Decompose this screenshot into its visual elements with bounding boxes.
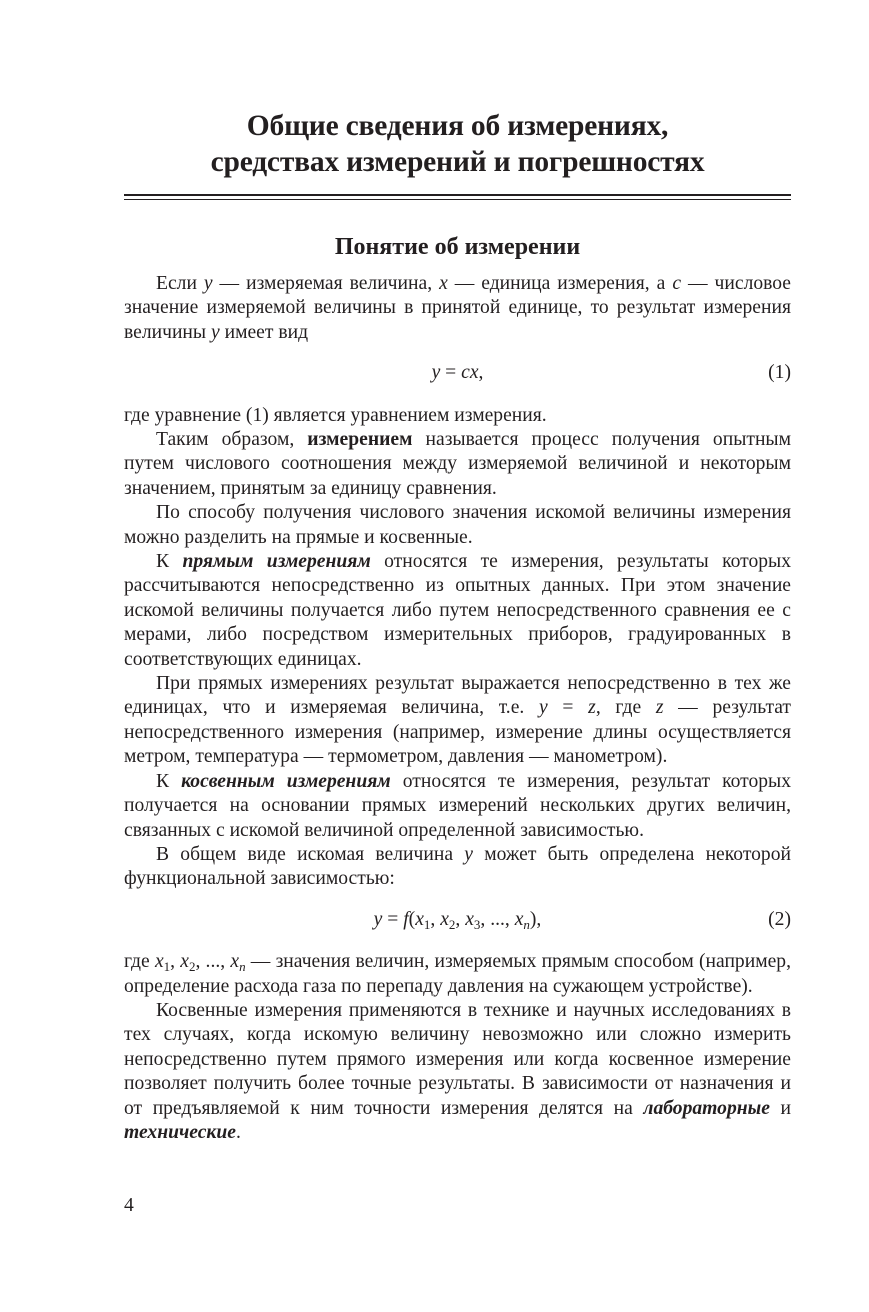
equation-1	[124, 361, 791, 385]
paragraph-2: где уравнение (1) является уравнением измерения.	[124, 404, 547, 426]
equation-2	[124, 908, 791, 932]
term-laboratory: лабораторные	[643, 1097, 770, 1119]
term-technical: технические	[124, 1121, 236, 1143]
paragraph-10: Косвенные измерения применяются в технике и научных исследованиях в тех случаях, когда искомую величину невозможно или сложно измерить непосредственно путем прямого измерения или когда косвенное измерение позволяет получить более точные результаты. В зависимости от назначения и от предъявляемой к ним точности измерения делятся на лабораторные и технические.	[124, 999, 792, 1143]
term-measurement: измерением	[307, 429, 413, 451]
paragraph-5: К прямым измерениям относятся те измерения, результаты которых рассчитываются непосредственно из опытных данных. При этом значение искомой величины получается либо путем непосредственного сравнения ее с мерами, либо посредством измерительных приборов, градуированных в соответствующих единицах.	[124, 551, 792, 670]
equation-2-number: (2)	[768, 908, 791, 930]
paragraph-1: Если y — измеряемая величина, x — единица измерения, а c — числовое значение измеряемой величины в принятой единице, то результат измерения величины y имеет вид	[124, 273, 792, 343]
title-rule-thick	[124, 194, 791, 196]
paragraph-7: К косвенным измерениям относятся те измерения, результат которых получается на основании прямых измерений нескольких других величин, связанных с искомой величиной определенной зависимостью.	[124, 770, 792, 841]
chapter-title-line1: Общие сведения об измерениях,	[246, 110, 669, 142]
term-direct-measurements: прямым измерениям	[182, 551, 371, 573]
paragraph-6: При прямых измерениях результат выражается непосредственно в тех же единицах, что и измеряемая величина, т.е. y = z, где z — результат непосредственного измерения (например, измерение длины осуществляется метром, температура — термометром, давления — манометром).	[124, 673, 791, 768]
paragraph-3: Таким образом, измерением называется процесс получения опытным путем числового соотношения между измеряемой величиной и некоторым значением, принятым за единицу сравнения.	[124, 429, 791, 499]
page-number: 4	[124, 1195, 134, 1216]
paragraph-8: В общем виде искомая величина y может быть определена некоторой функциональной зависимостью:	[124, 843, 791, 890]
section-title: Понятие об измерении	[334, 234, 581, 260]
chapter-title-line2: средствах измерений и погрешностях	[210, 146, 705, 178]
term-indirect-measurements: косвенным измерениям	[181, 770, 391, 792]
equation-1-number: (1)	[768, 362, 791, 384]
title-rule-thin	[124, 199, 791, 200]
paragraph-4: По способу получения числового значения искомой величины измерения можно разделить на прямые и косвенные.	[124, 502, 791, 548]
paragraph-9: где $x_1$, $x_2$, ..., $x_n$ — значения величин, измеряемых прямым способом (например, определение расхода газа по перепаду давления на сужающем устройстве).	[124, 951, 792, 997]
equation-1-body: y = cx,	[431, 362, 484, 384]
page-content	[124, 108, 791, 1145]
equation-2-body: $y = f(x_1$, $x_2$, $x_3$, ..., $x_n$),	[373, 908, 542, 932]
chapter-title	[124, 108, 791, 180]
